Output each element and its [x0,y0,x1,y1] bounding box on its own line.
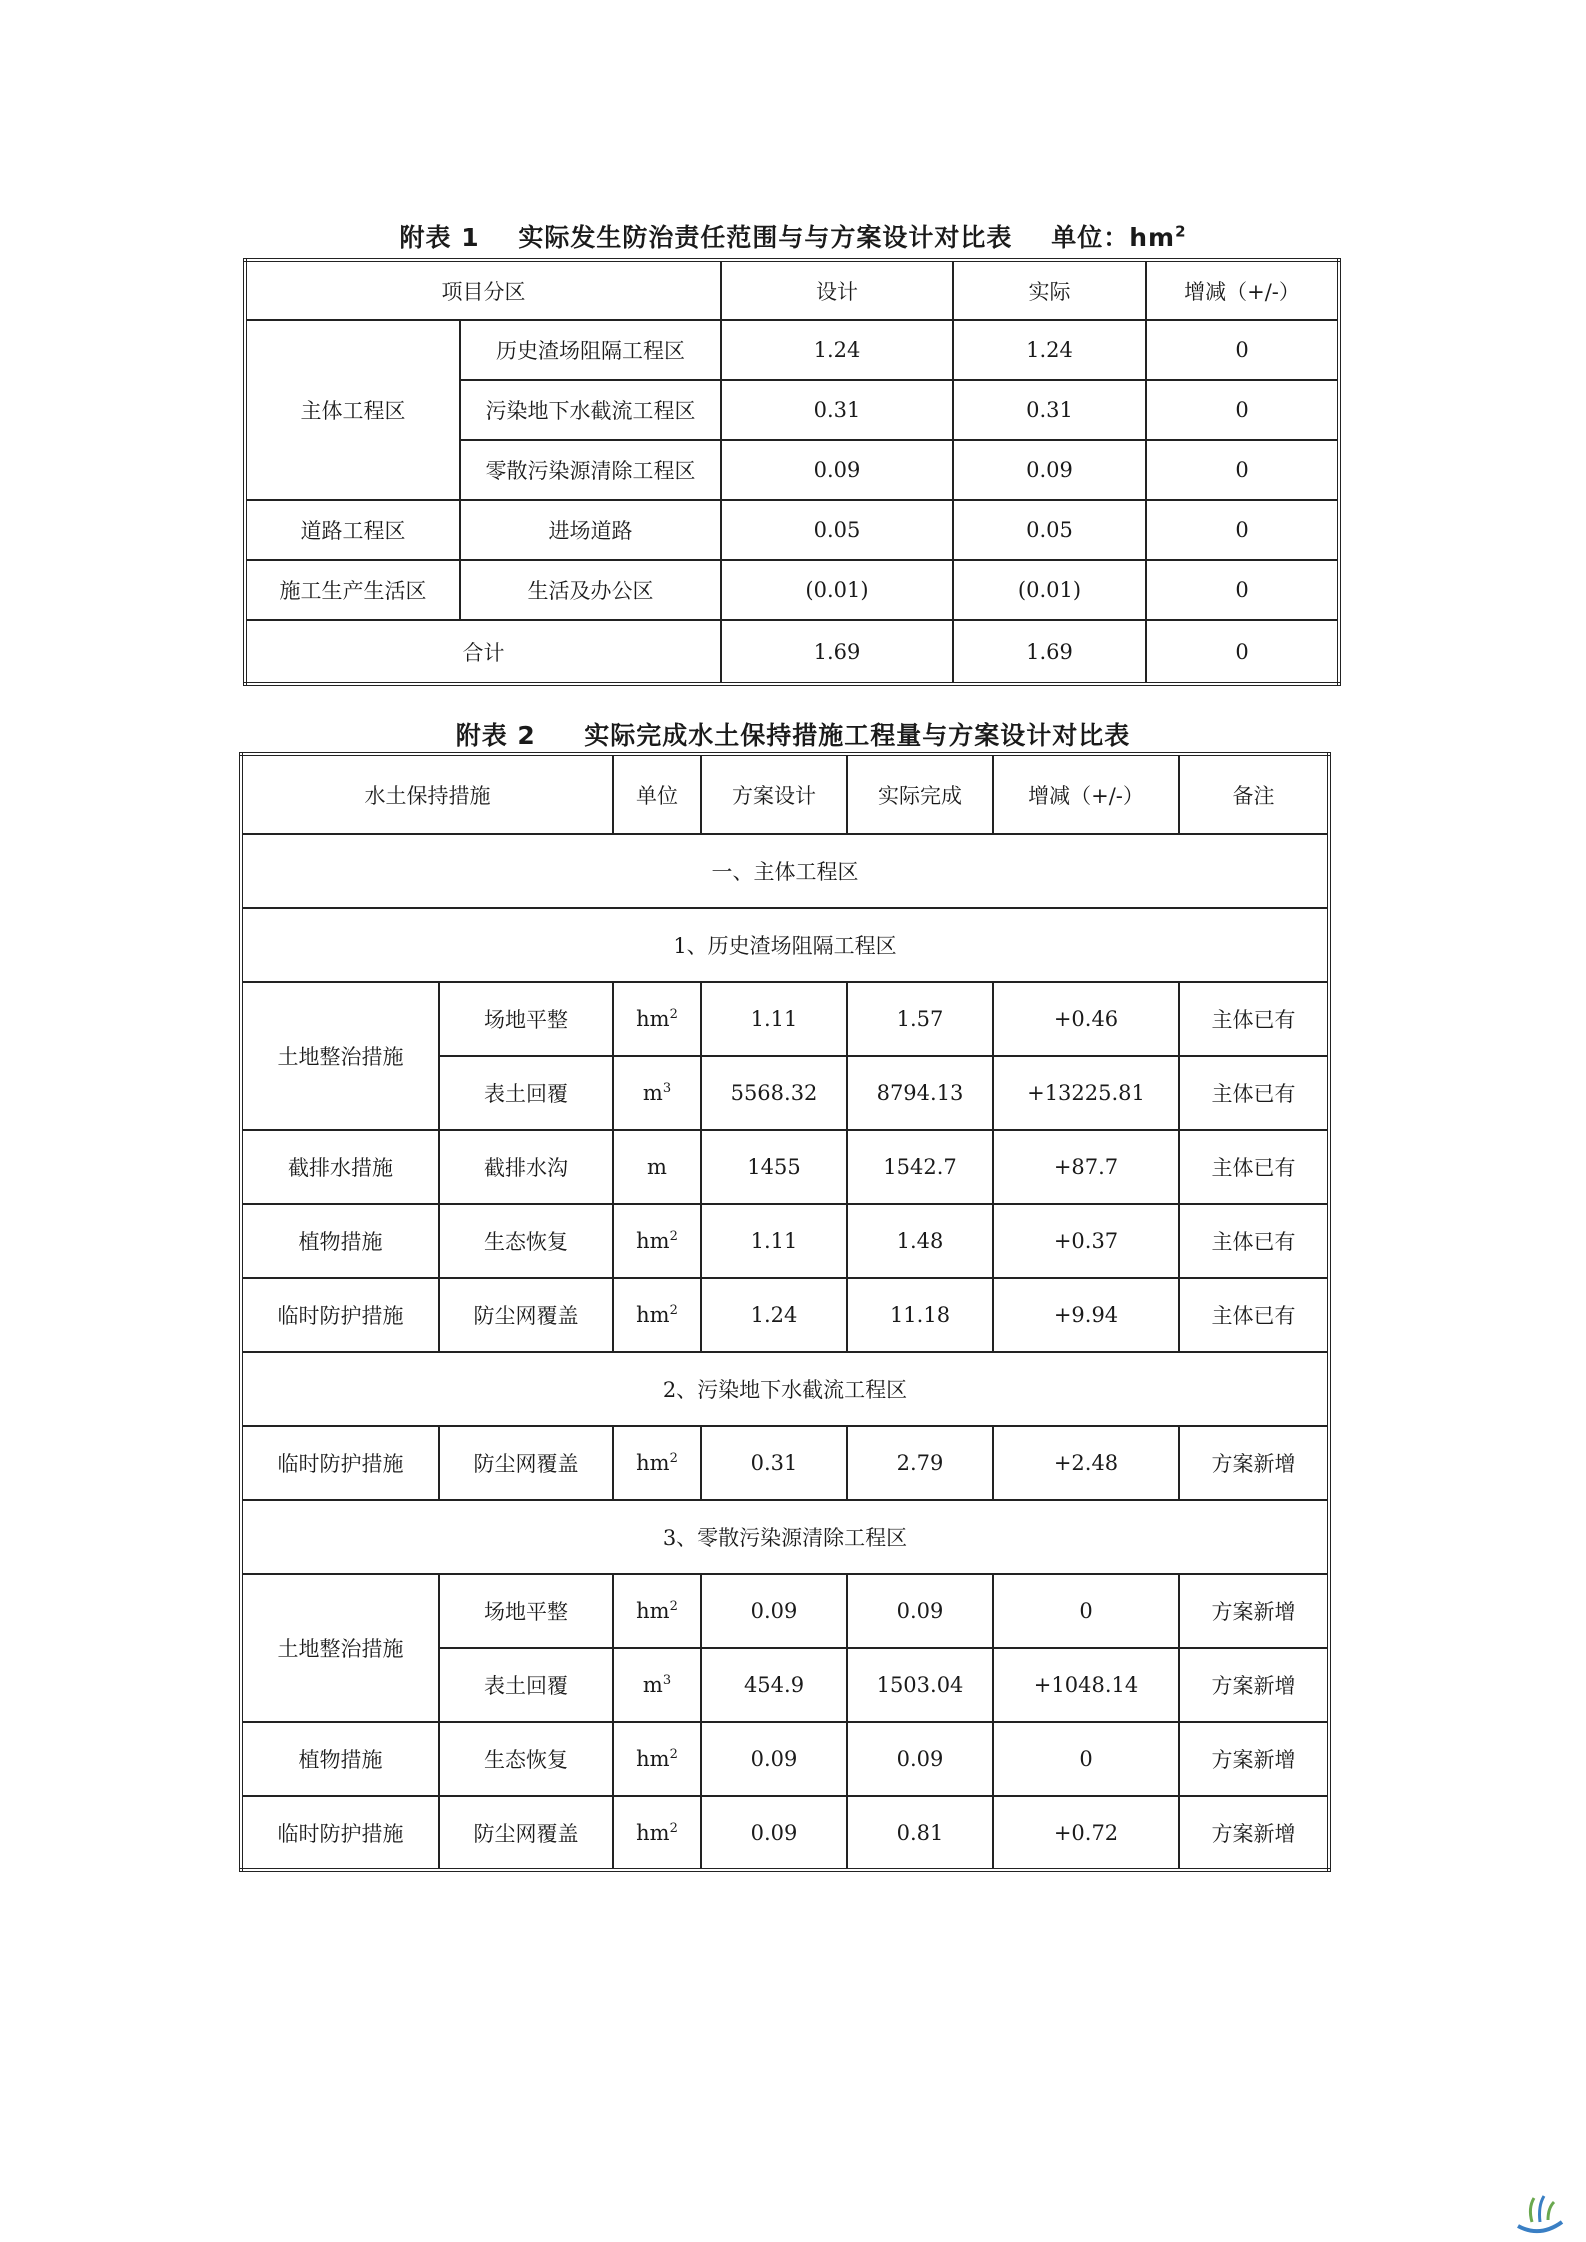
sub-zone-cell: 历史渣场阻隔工程区 [460,320,721,380]
design-value-cell: 1455 [701,1130,847,1204]
unit-text: hm [636,1303,670,1327]
note-cell: 主体已有 [1179,1278,1329,1352]
unit-text: hm [636,1007,670,1031]
actual-value-cell: 1503.04 [847,1648,993,1722]
unit-cell [613,1204,701,1278]
table-row [245,320,1339,380]
unit-cell [613,1648,701,1722]
measure-item-cell: 场地平整 [439,1574,613,1648]
total-row [245,620,1339,684]
measure-type-cell: 临时防护措施 [241,1796,439,1870]
design-value-cell: 1.24 [701,1278,847,1352]
header-row [241,754,1329,834]
measure-type-cell: 植物措施 [241,1204,439,1278]
measure-item-cell: 防尘网覆盖 [439,1426,613,1500]
zone-name-cell: 道路工程区 [245,500,460,560]
actual-value-cell: 0.09 [953,440,1146,500]
change-value-cell: 0 [1146,380,1339,440]
table-row [241,1574,1329,1648]
note-cell: 主体已有 [1179,1056,1329,1130]
total-change-cell: 0 [1146,620,1339,684]
measure-item-cell: 表土回覆 [439,1648,613,1722]
actual-value-cell: 1.48 [847,1204,993,1278]
change-value-cell: +9.94 [993,1278,1179,1352]
area-title-row [241,1352,1329,1426]
unit-cell [613,1722,701,1796]
table-row [241,982,1329,1056]
measure-item-cell: 生态恢复 [439,1204,613,1278]
actual-value-cell: 1.24 [953,320,1146,380]
table-row [241,1796,1329,1870]
measure-type-cell: 临时防护措施 [241,1278,439,1352]
unit-exponent: 3 [662,1081,672,1096]
table-row [241,1722,1329,1796]
zone-name-cell: 主体工程区 [245,320,460,500]
header-row [245,260,1339,320]
area-title-row [241,908,1329,982]
measures-table [239,752,1331,1872]
design-value-cell: 0.31 [721,380,953,440]
note-cell: 方案新增 [1179,1796,1329,1870]
design-value-cell: 0.09 [701,1574,847,1648]
change-value-cell: +0.37 [993,1204,1179,1278]
unit-text: hm [636,1820,670,1845]
unit-cell [613,1130,701,1204]
header-cell: 水土保持措施 [241,754,613,834]
section-row [241,834,1329,908]
note-cell: 主体已有 [1179,982,1329,1056]
design-value-cell: 0.05 [721,500,953,560]
table-row [245,500,1339,560]
total-actual-cell: 1.69 [953,620,1146,684]
unit-text: hm [636,1229,670,1253]
measure-item-cell: 防尘网覆盖 [439,1278,613,1352]
area-title-cell: 2、污染地下水截流工程区 [241,1352,1329,1426]
table-row [241,1204,1329,1278]
unit-cell [613,1278,701,1352]
table-row [241,1426,1329,1500]
design-value-cell: 1.11 [701,982,847,1056]
table2-caption: 附表 2 实际完成水土保持措施工程量与方案设计对比表 [455,721,1131,750]
design-value-cell: 5568.32 [701,1056,847,1130]
change-value-cell: +13225.81 [993,1056,1179,1130]
unit-text: m [642,1673,663,1697]
area-title-cell: 1、历史渣场阻隔工程区 [241,908,1329,982]
design-value-cell: 0.31 [701,1426,847,1500]
unit-text: hm [636,1747,670,1771]
change-value-cell: 0 [1146,500,1339,560]
note-cell: 方案新增 [1179,1574,1329,1648]
measure-type-cell: 植物措施 [241,1722,439,1796]
header-cell: 设计 [721,260,953,320]
actual-value-cell: 11.18 [847,1278,993,1352]
actual-value-cell: 0.09 [847,1574,993,1648]
change-value-cell: 0 [993,1722,1179,1796]
header-cell: 方案设计 [701,754,847,834]
unit-exponent: 3 [662,1673,672,1688]
measure-type-cell: 临时防护措施 [241,1426,439,1500]
change-value-cell: 0 [1146,440,1339,500]
header-cell: 备注 [1179,754,1329,834]
measure-item-cell: 截排水沟 [439,1130,613,1204]
unit-exponent: 2 [669,1229,678,1244]
unit-exponent: 2 [669,1820,678,1836]
actual-value-cell: 0.31 [953,380,1146,440]
header-cell: 增减（+/-） [993,754,1179,834]
total-label-cell: 合计 [245,620,721,684]
unit-cell [613,1056,701,1130]
header-cell: 实际 [953,260,1146,320]
change-value-cell: +2.48 [993,1426,1179,1500]
measure-type-cell: 土地整治措施 [241,982,439,1130]
measure-type-cell: 截排水措施 [241,1130,439,1204]
design-value-cell: 0.09 [701,1796,847,1870]
change-value-cell: +0.72 [993,1796,1179,1870]
unit-exponent: 2 [669,1451,678,1466]
note-cell: 主体已有 [1179,1130,1329,1204]
table1-caption: 附表 1 实际发生防治责任范围与与方案设计对比表 单位：$hm^2$ [399,222,1187,252]
sub-zone-cell: 生活及办公区 [460,560,721,620]
actual-value-cell: 0.05 [953,500,1146,560]
design-value-cell: 0.09 [701,1722,847,1796]
change-value-cell: 0 [1146,560,1339,620]
design-value-cell: 0.09 [721,440,953,500]
zone-name-cell: 施工生产生活区 [245,560,460,620]
change-value-cell: +0.46 [993,982,1179,1056]
design-value-cell: 454.9 [701,1648,847,1722]
sub-zone-cell: 零散污染源清除工程区 [460,440,721,500]
header-cell: 实际完成 [847,754,993,834]
actual-value-cell: 1542.7 [847,1130,993,1204]
measure-type-cell: 土地整治措施 [241,1574,439,1722]
header-cell: 项目分区 [245,260,721,320]
measure-item-cell: 防尘网覆盖 [439,1796,613,1870]
design-value-cell: 1.11 [701,1204,847,1278]
actual-value-cell: 1.57 [847,982,993,1056]
measure-item-cell: 场地平整 [439,982,613,1056]
area-title-cell: 3、零散污染源清除工程区 [241,1500,1329,1574]
table-row [245,560,1339,620]
change-value-cell: +1048.14 [993,1648,1179,1722]
unit-exponent: 2 [669,1747,678,1762]
measure-item-cell: 表土回覆 [439,1056,613,1130]
actual-value-cell: 8794.13 [847,1056,993,1130]
header-cell: 增减（+/-） [1146,260,1339,320]
note-cell: 方案新增 [1179,1426,1329,1500]
measure-item-cell: 生态恢复 [439,1722,613,1796]
design-value-cell: (0.01) [721,560,953,620]
unit-text: m [642,1081,663,1105]
unit-cell [613,1796,701,1870]
change-value-cell: 0 [993,1574,1179,1648]
sub-zone-cell: 进场道路 [460,500,721,560]
unit-cell [613,1426,701,1500]
area-title-row [241,1500,1329,1574]
actual-value-cell: 2.79 [847,1426,993,1500]
actual-value-cell: 0.09 [847,1722,993,1796]
note-cell: 方案新增 [1179,1722,1329,1796]
unit-text: hm [636,1599,670,1623]
design-value-cell: 1.24 [721,320,953,380]
unit-exponent: 2 [669,1303,678,1318]
section-title-cell: 一、主体工程区 [241,834,1329,908]
unit-exponent: 2 [669,1599,678,1614]
change-value-cell: +87.7 [993,1130,1179,1204]
unit-text: hm [636,1451,670,1475]
unit-cell [613,1574,701,1648]
note-cell: 方案新增 [1179,1648,1329,1722]
note-cell: 主体已有 [1179,1204,1329,1278]
leaf-logo-icon [1510,2192,1570,2236]
change-value-cell: 0 [1146,320,1339,380]
table-row [241,1130,1329,1204]
responsibility-range-table [243,258,1341,686]
sub-zone-cell: 污染地下水截流工程区 [460,380,721,440]
unit-text: m [647,1155,667,1179]
header-cell: 单位 [613,754,701,834]
actual-value-cell: 0.81 [847,1796,993,1870]
table-row [241,1278,1329,1352]
actual-value-cell: (0.01) [953,560,1146,620]
unit-exponent: 2 [669,1007,678,1022]
unit-cell [613,982,701,1056]
total-design-cell: 1.69 [721,620,953,684]
